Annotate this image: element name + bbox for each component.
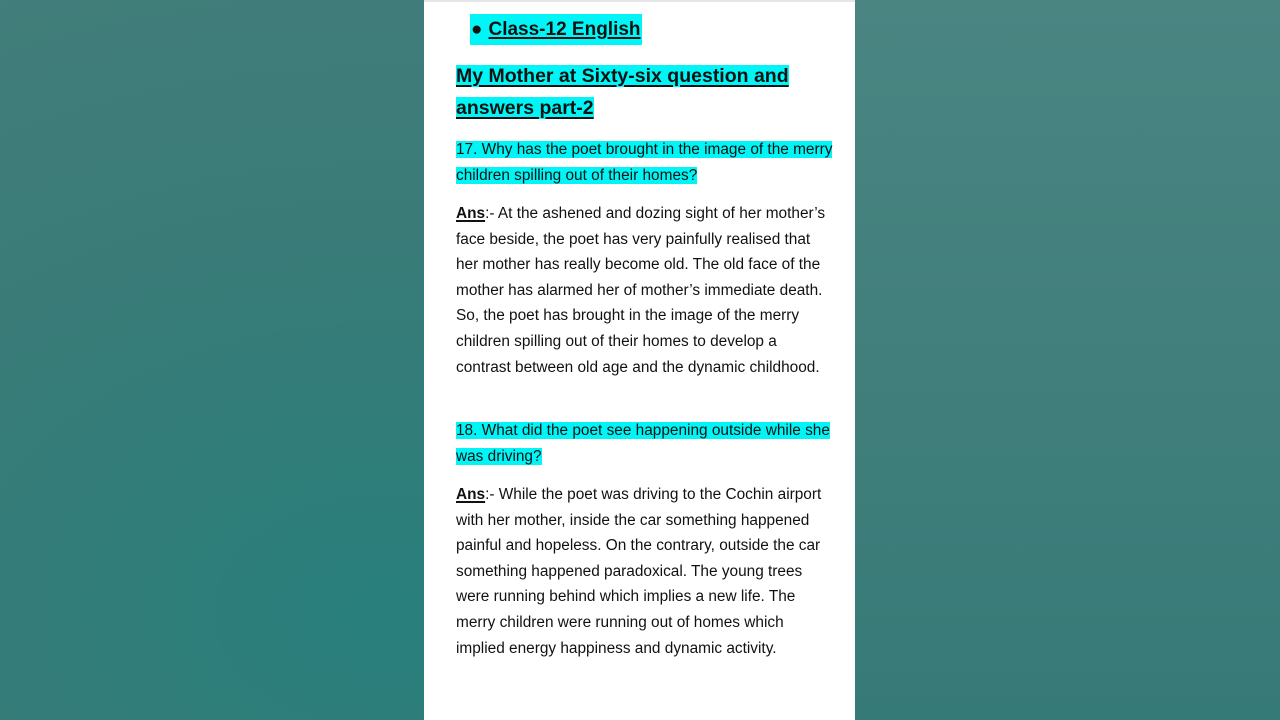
class-title-text: Class-12 English — [488, 19, 641, 40]
page-title — [456, 60, 836, 124]
answer-17-label: Ans — [456, 205, 486, 222]
backdrop-right — [855, 0, 1280, 720]
page-title-text: My Mother at Sixty-six question and answers part-2 — [456, 65, 789, 119]
answer-17 — [456, 201, 828, 380]
document-page[interactable] — [424, 0, 855, 720]
question-17-text: 17. Why has the poet brought in the image of the merry children spilling out of their homes? — [456, 141, 833, 184]
answer-18 — [456, 482, 828, 661]
question-18 — [456, 418, 840, 469]
class-title — [470, 14, 642, 45]
answer-18-text: :- While the poet was driving to the Cochin airport with her mother, inside the car something happened painful and hopeless. On the contrary, outside the car something happened paradoxical. The young trees were running behind which implies a new life. The merry children were running out of homes which implied energy happiness and dynamic activity. — [456, 486, 822, 657]
bullet-icon: ● — [471, 19, 483, 40]
question-17 — [456, 137, 840, 188]
question-18-text: 18. What did the poet see happening outside while she was driving? — [456, 422, 830, 465]
answer-18-label: Ans — [456, 486, 486, 503]
answer-17-text: :- At the ashened and dozing sight of her mother’s face beside, the poet has very painfully realised that her mother has really become old. The old face of the mother has alarmed her of mother’s immediate death. So, the poet has brought in the image of the merry children spilling out of their homes to develop a contrast between old age and the dynamic childhood. — [456, 205, 826, 376]
